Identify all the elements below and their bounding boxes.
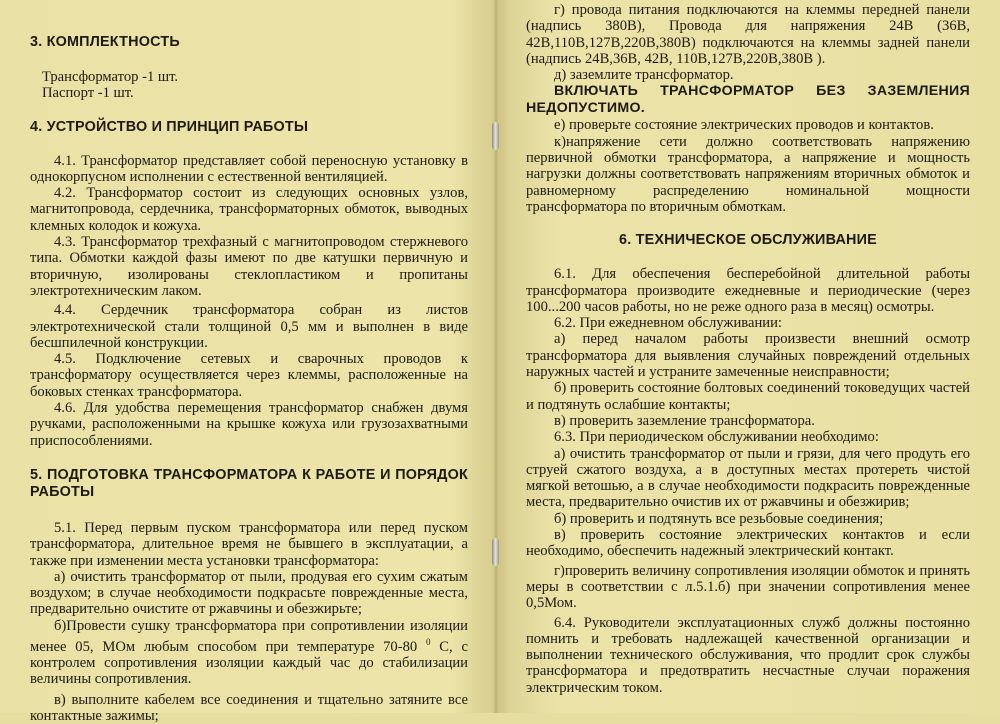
para-6-1: 6.1. Для обеспечения бесперебойной длительной работы трансформатора производите ежедневные и периодические (через 100...200 часов работы, но не реже одного раза в месяц) осмотры. [526,266,970,315]
para-4-6: 4.6. Для удобства перемещения трансформатор снабжен двумя ручками, расположенными на крышке кожуха или грузозахватными приспособлениями. [30,400,468,449]
para-6-3-a: а) очистить трансформатор от пыли и грязи, для чего продуть его струей сжатого воздуха, а в доступных местах протереть чистой мягкой ветошью, а в случае необходимости подкрасить поврежденные места, предварительно очистив их от ржавчины и обезжирив; [526,445,970,511]
section-3-title: 3. КОМПЛЕКТНОСТЬ [30,34,180,50]
grounding-warning: ВКЛЮЧАТЬ ТРАНСФОРМАТОР БЕЗ ЗАЗЕМЛЕНИЯ НЕДОПУСТИМО. [526,83,970,117]
right-page [526,0,970,696]
para-4-3: 4.3. Трансформатор трехфазный с магнитопроводом стержневого типа. Обмотки каждой фазы имеют по две катушки первичную и вторичную, изолированы стеклопластиком и пропитаны электротехническим лаком. [30,234,468,299]
left-page [30,0,468,724]
para-5-1-c: в) выполните кабелем все соединения и тщательно затяните все контактные зажимы; [30,691,468,724]
staple-top [492,122,499,150]
para-6-3: 6.3. При периодическом обслуживании необходимо: [554,429,879,446]
para-6-3-c: в) проверить состояние электрических контактов и если необходимо, обеспечить надежный электрический контакт. [526,527,970,560]
staple-bottom [492,538,499,566]
section-6-title: 6. ТЕХНИЧЕСКОЕ ОБСЛУЖИВАНИЕ [619,232,877,249]
kit-item-transformer: Трансформатор -1 шт. [42,69,179,85]
para-6-2: 6.2. При ежедневном обслуживании: [554,315,782,332]
section-5-title: 5. ПОДГОТОВКА ТРАНСФОРМАТОРА К РАБОТЕ И ПОРЯДОК РАБОТЫ [30,466,468,500]
para-6-2-a: а) перед началом работы произвести внешний осмотр трансформатора для выявления случайных повреждений отдельных наружных частей и устраните замеченные неисправности; [526,331,970,381]
para-5-1-k: к)напряжение сети должно соответствовать напряжению первичной обмотки трансформатора, а напряжение и мощность нагрузки должны соответствовать напряжениям вторичных обмоток и равномерному распределению номинальной мощности трансформатора по вторичным обмоткам. [526,133,970,215]
para-6-3-g: г)проверить величину сопротивления изоляции обмоток и принять меры в соответствии с л.5.1.б) при значении сопротивления менее 0,5Мом. [526,562,970,612]
para-5-1-g: г) провода питания подключаются на клеммы передней панели (надпись 380В), Провода для напряжения 24В (36В, 42В,110В,127В,220В,380В) подключаются на клеммы задней панели (надпись 24В,36В, 42В, 110В,127В,220В,380В ). [526,2,970,67]
section-4-title: 4. УСТРОЙСТВО И ПРИНЦИП РАБОТЫ [30,118,309,135]
para-5-1-a: а) очистить трансформатор от пыли, продувая его сухим сжатым воздухом; в случае необходимости подкрасьте поврежденные места, предварительно очистите от ржавчины и обезжирьте; [30,568,468,618]
para-5-1-b-post: С, с контролем сопротивления изоляции каждый час до стабилизации величины сопротивления. [30,638,468,688]
para-5-1-b [30,618,468,688]
kit-item-passport: Паспорт -1 шт. [42,85,134,102]
para-4-5: 4.5. Подключение сетевых и сварочных проводов к трансформатору осуществляется через клеммы, расположенные на боковых стенках трансформатора. [30,351,468,400]
para-5-1-d: д) заземлите трансформатор. [554,67,734,84]
para-6-3-b: б) проверить и подтянуть все резьбовые соединения; [554,510,884,527]
page-fold [494,0,498,713]
para-6-2-c: в) проверить заземление трансформатора. [554,412,815,429]
para-5-1: 5.1. Перед первым пуском трансформатора или перед пуском трансформатора, длительное время не бывшего в эксплуатации, а также при изменении места установки трансформатора: [30,519,468,569]
para-5-1-e: е) проверьте состояние электрических проводов и контактов. [554,117,934,134]
degree-superscript: 0 [426,637,431,648]
para-5-1-b-pre: б)Провести сушку трансформатора при сопротивлении изоляции менее 05, МОм любым способом при температуре 70-80 [30,617,468,655]
para-4-1: 4.1. Трансформатор представляет собой переносную установку в однокорпусном исполнении с естественной вентиляцией. [30,152,468,185]
para-6-2-b: б) проверить состояние болтовых соединений токоведущих частей и подтянуть ослабшие контакты; [526,380,970,413]
para-6-4: 6.4. Руководители эксплуатационных служб должны постоянно помнить и требовать надлежащей качественной организации и выполнении технического обслуживания, что продлит срок службы трансформатора и предотвратить несчастные случаи поражения электрическим током. [526,614,970,696]
para-4-2: 4.2. Трансформатор состоит из следующих основных узлов, магнитопровода, сердечника, трансформаторных обмоток, выводных клемных колодок и кожуха. [30,185,468,234]
para-4-4: 4.4. Сердечник трансформатора собран из листов электротехнической стали толщиной 0,5 мм и выполнен в виде бесшпилечной конструкции. [30,302,468,351]
